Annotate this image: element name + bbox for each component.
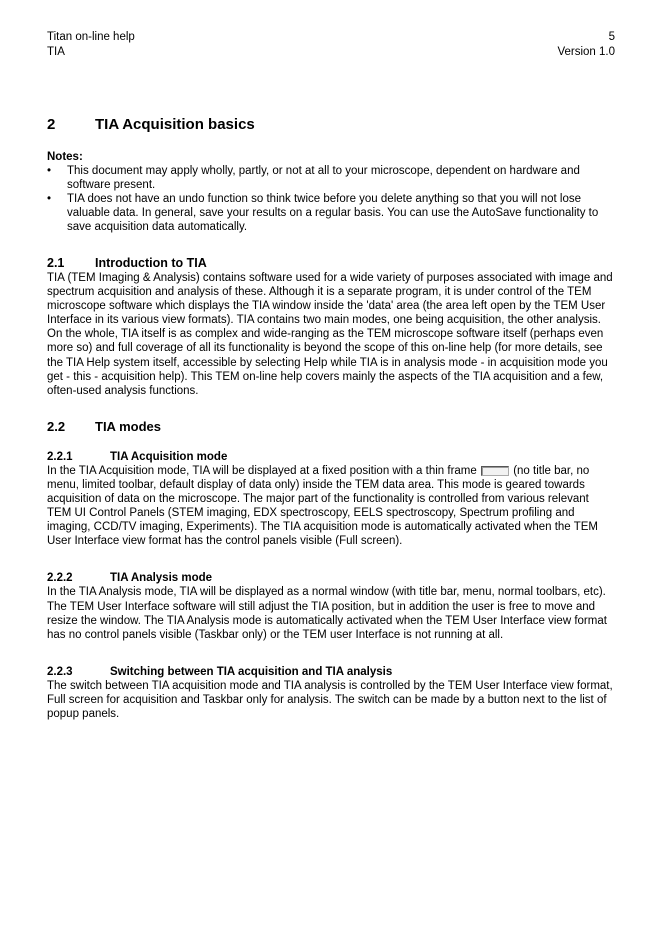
header-doc-title: Titan on-line help	[47, 31, 135, 43]
section-title: TIA Analysis mode	[110, 572, 213, 585]
header-page-number: 5	[608, 31, 615, 43]
notes-item-text: TIA does not have an undo function so think twice before you delete anything so that you will not lose valuable data. In general, save your results on a regular basis. You can use the AutoSave functionality to save acquisition data automatically.	[67, 193, 599, 233]
section-heading-2-2	[47, 419, 615, 435]
section-heading-2-1	[47, 255, 615, 271]
section-2-2-2-body: In the TIA Analysis mode, TIA will be displayed as a normal window (with title bar, menu, normal toolbars, etc). The TEM User Interface software will still adjust the TIA position, but in addition the user is free to move and resize the window. The TIA Analysis mode is automatically activated when the TEM User Interface view format has no control panels visible (Taskbar only) or the TEM user Interface is not running at all.	[47, 586, 607, 641]
notes-title: Notes:	[47, 151, 83, 163]
body-text-pre: In the TIA Acquisition mode, TIA will be displayed at a fixed position with a thin frame	[47, 464, 477, 477]
section-title: Introduction to TIA	[95, 256, 207, 270]
section-title: TIA modes	[95, 418, 161, 434]
section-heading-2-2-3	[47, 665, 615, 679]
section-2-2-1-body	[47, 464, 615, 549]
header-version: Version 1.0	[557, 46, 615, 58]
section-number: 2.2	[47, 418, 66, 434]
body-text-post: (no title bar, no menu, limited toolbar, default display of data only) inside the TEM data area. This mode is geared towards acquisition of data on the microscope. The major part of the functionality is controlled from various relevant TEM UI Control Panels (STEM imaging, EDX spectroscopy, EELS spectroscopy, Spectrum profiling and imaging, CCD/TV imaging, Experiments). The TIA acquisition mode is automatically activated when the TEM User Interface view format has the control panels visible (Full screen).	[47, 464, 598, 548]
bullet-icon: •	[47, 193, 52, 205]
chapter-number: 2	[47, 116, 56, 133]
section-2-1-body: TIA (TEM Imaging & Analysis) contains software used for a wide variety of purposes associated with image and spectrum acquisition and analysis of these. Although it is a separate program, it is under control of the TEM microscope software which displays the TIA window inside the 'data' area (the area left open by the TEM User Interface in its various view formats). TIA contains two main modes, one being acquisition, the other analysis. On the whole, TIA itself is as complex and wide-ranging as the TEM microscope software itself (perhaps even more so) and full coverage of all its functionality is beyond the scope of this on-line help (for more details, see the TIA Help system itself, accessible by selecting Help while TIA is in analysis mode - in acquisition mode you get - this - acquisition help). This TEM on-line help covers mainly the aspects of the TIA acquisition and a few, often-used analysis functions.	[47, 272, 613, 397]
section-number: 2.2.2	[47, 572, 73, 585]
section-number: 2.2.1	[47, 450, 73, 463]
page-header-row-2	[47, 45, 615, 60]
section-2-2-3-body: The switch between TIA acquisition mode and TIA analysis is controlled by the TEM User Interface view format, Full screen for acquisition and Taskbar only for analysis. The switch can be made by a button next to the list of popup panels.	[47, 679, 613, 720]
notes-item-text: This document may apply wholly, partly, or not at all to your microscope, dependent on hardware and software present.	[67, 165, 580, 191]
notes-item	[47, 164, 615, 192]
section-heading-2-2-2	[47, 571, 615, 585]
section-number: 2.1	[47, 256, 65, 270]
section-heading-2-2-1	[47, 450, 615, 464]
header-section: TIA	[47, 46, 65, 58]
section-title: TIA Acquisition mode	[110, 450, 228, 463]
notes-list	[47, 164, 615, 234]
bullet-icon: •	[47, 165, 52, 177]
page-header-row-1	[47, 30, 615, 45]
document-page	[47, 30, 615, 721]
section-number: 2.2.3	[47, 665, 73, 678]
chapter-heading	[47, 115, 615, 134]
notes-item	[47, 192, 615, 234]
thin-frame-icon	[481, 466, 509, 476]
section-title: Switching between TIA acquisition and TIA analysis	[110, 665, 393, 678]
chapter-title: TIA Acquisition basics	[95, 116, 255, 133]
